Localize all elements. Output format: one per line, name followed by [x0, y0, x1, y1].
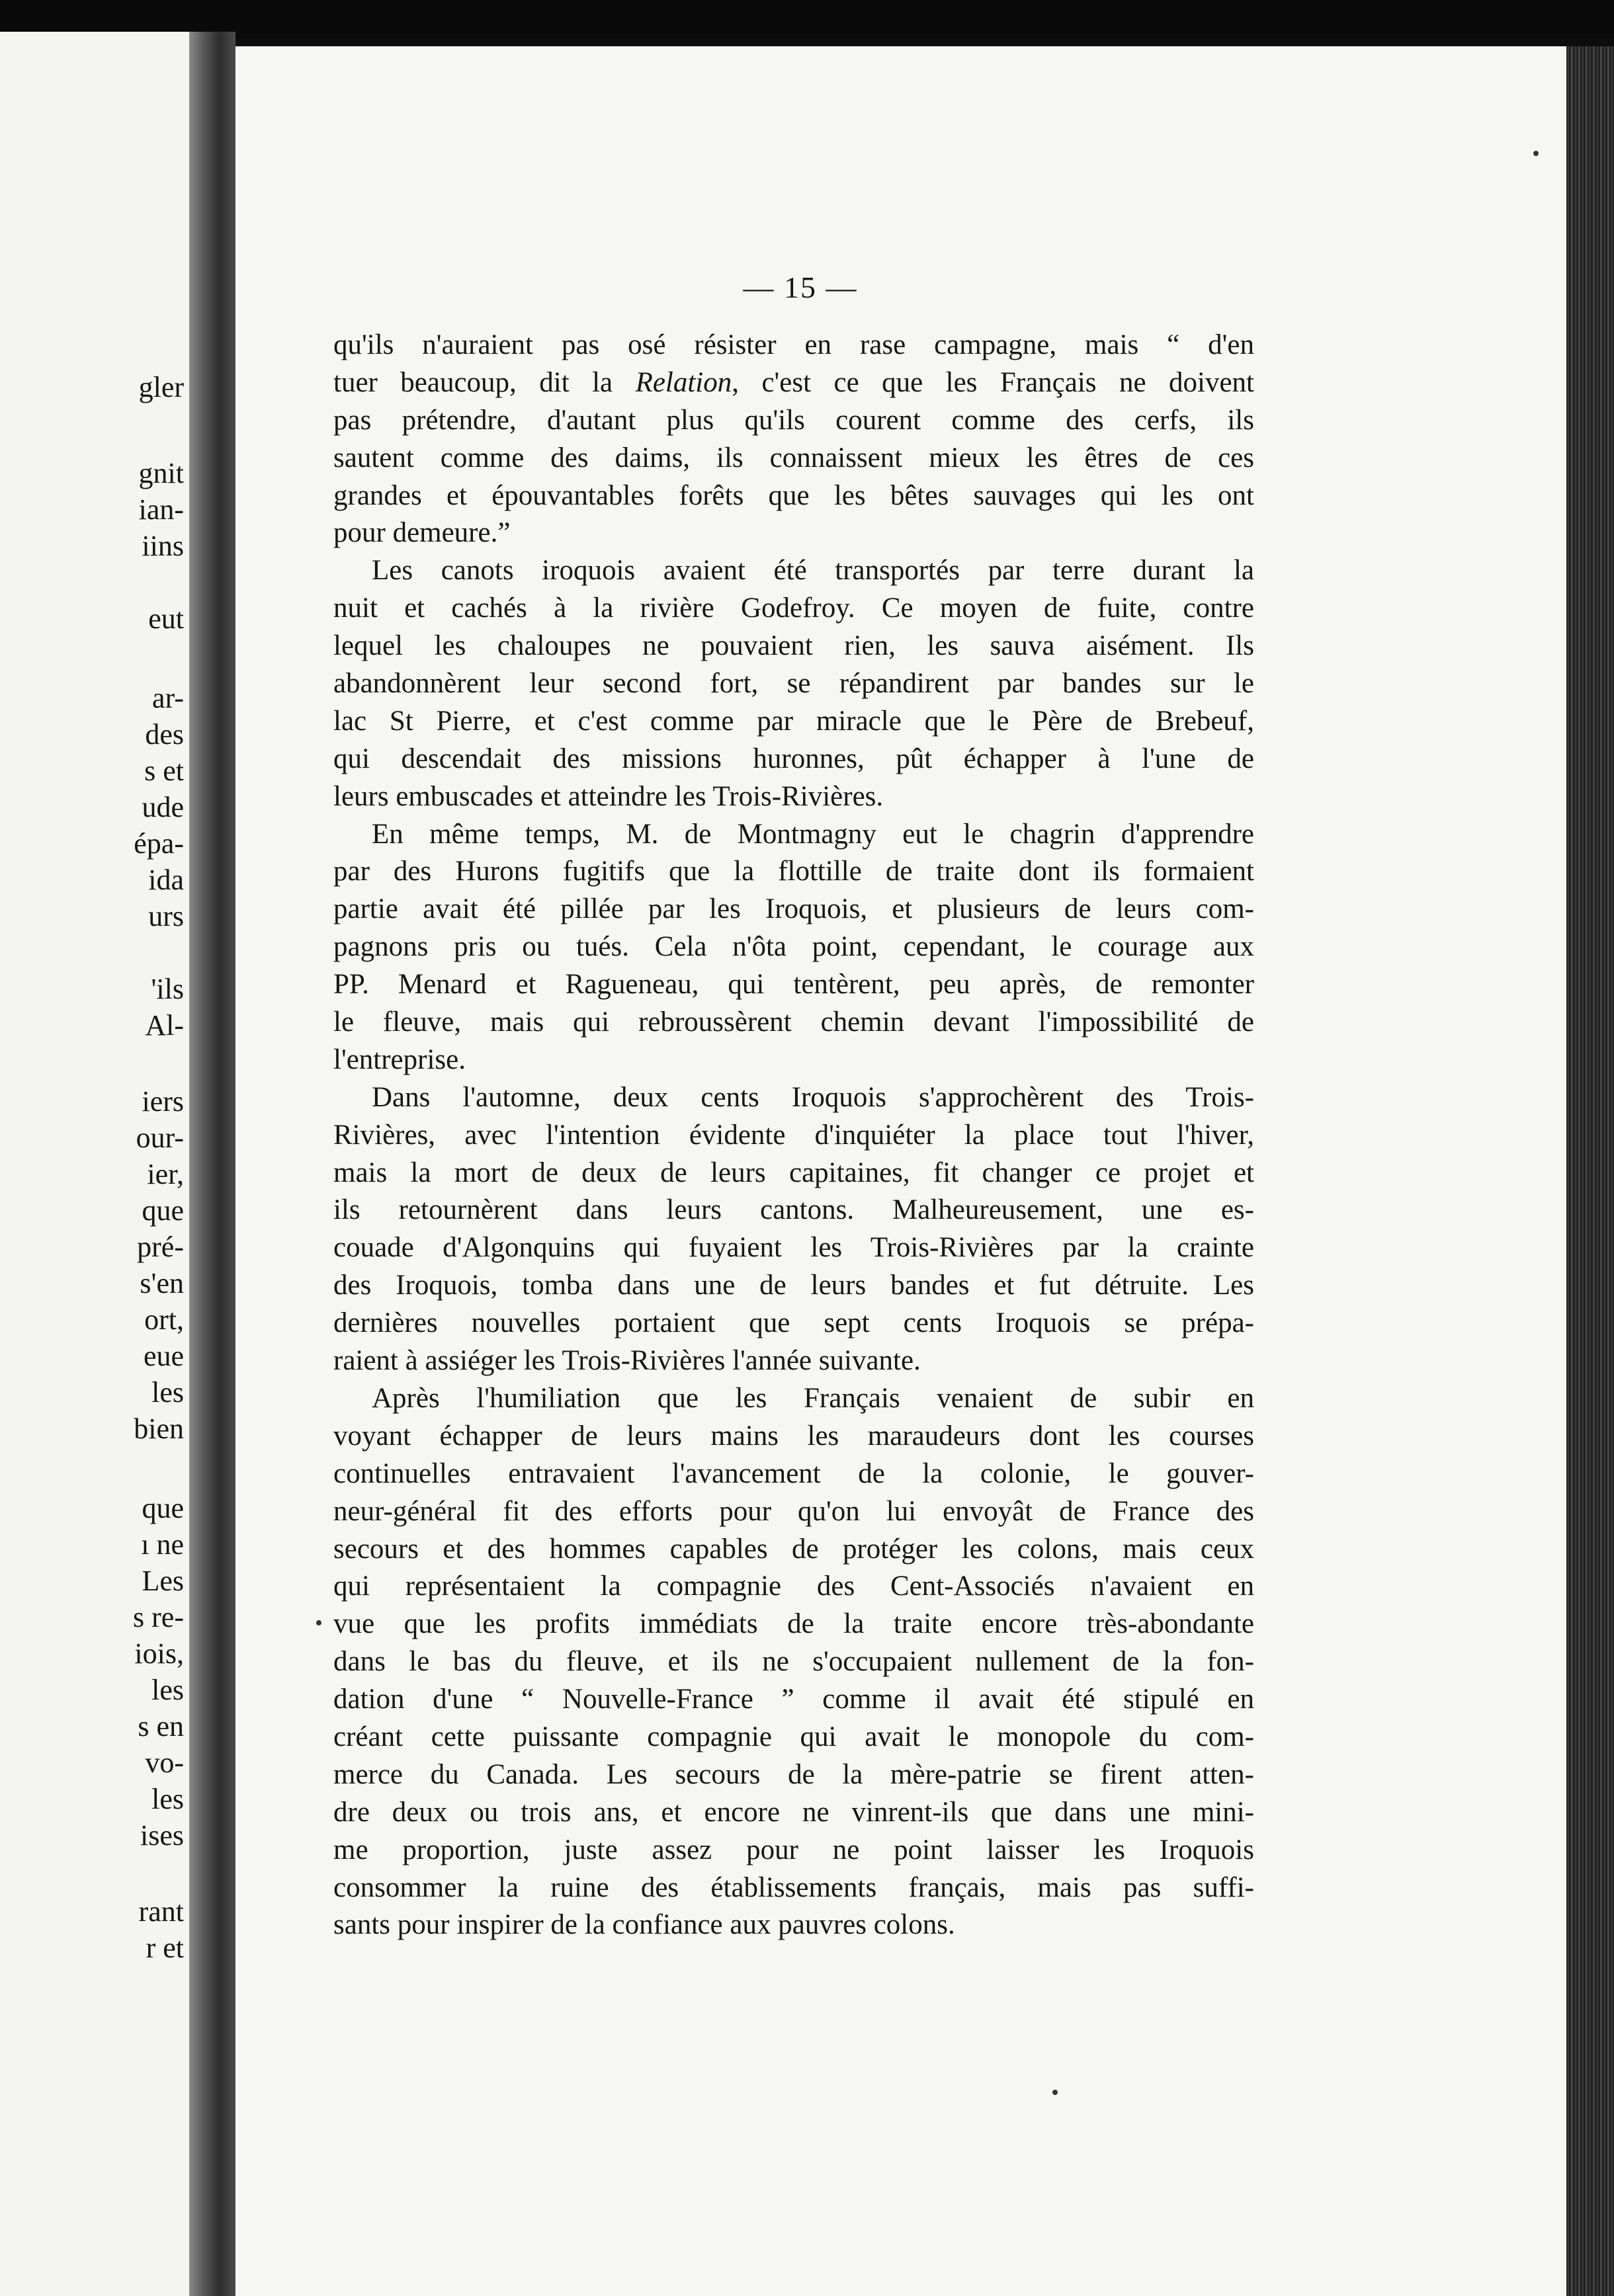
text-line: PP. Menard et Ragueneau, qui tentèrent, peu après, de remonter	[333, 969, 1254, 1001]
left-page-fragment: urs	[148, 900, 184, 932]
text-line: me proportion, juste assez pour ne point laisser les Iroquois	[333, 1834, 1254, 1866]
left-page-fragment: gnit	[138, 457, 184, 489]
left-page-fragment: s re-	[133, 1601, 184, 1633]
page-edges	[1566, 46, 1614, 2296]
left-page-fragment: s et	[144, 755, 184, 787]
text-line: qui représentaient la compagnie des Cent-Associés n'avaient en	[333, 1571, 1254, 1602]
text-line: dation d'une “ Nouvelle-France ” comme il avait été stipulé en	[333, 1684, 1254, 1715]
left-page-fragment: s en	[138, 1710, 184, 1742]
left-page-fragment: eut	[148, 602, 184, 635]
text-line: ils retournèrent dans leurs cantons. Malheureusement, une es-	[333, 1194, 1254, 1226]
scanner-border-top	[0, 0, 1614, 38]
left-page-fragment: iers	[142, 1085, 184, 1118]
text-line: pas prétendre, d'autant plus qu'ils courent comme des cerfs, ils	[333, 404, 1254, 436]
text-line: lac St Pierre, et c'est comme par miracle que le Père de Brebeuf,	[333, 705, 1254, 737]
left-page-fragment: 'ils	[151, 973, 184, 1005]
left-page-fragment: our-	[136, 1122, 184, 1154]
left-page-fragment: r et	[146, 1932, 184, 1964]
left-page-fragment: s'en	[140, 1267, 184, 1299]
left-page-fragment: épa-	[134, 827, 184, 860]
left-page-fragment: ort,	[144, 1303, 184, 1336]
text-line: le fleuve, mais qui rebroussèrent chemin devant l'impossibilité de	[333, 1006, 1254, 1038]
left-page-fragment: rant	[138, 1895, 184, 1928]
scan-speck	[1533, 151, 1539, 156]
text-line: leurs embuscades et atteindre les Trois-Rivières.	[333, 780, 884, 812]
text-line: consommer la ruine des établissements français, mais pas suffi-	[333, 1871, 1254, 1903]
text-line: grandes et épouvantables forêts que les bêtes sauvages qui les ont	[333, 479, 1254, 511]
left-page-fragment: les	[151, 1376, 184, 1409]
text-line: dre deux ou trois ans, et encore ne vinrent-ils que dans une mini-	[333, 1796, 1254, 1828]
text-line: par des Hurons fugitifs que la flottille de traite dont ils formaient	[333, 856, 1254, 887]
text-line: lequel les chaloupes ne pouvaient rien, les sauva aisément. Ils	[333, 630, 1254, 662]
left-page-fragment: eue	[143, 1340, 184, 1372]
left-page-fragment: ude	[142, 791, 184, 823]
left-page-fragment: que	[142, 1492, 184, 1524]
left-page-fragment: que	[142, 1194, 184, 1227]
text-line: l'entreprise.	[333, 1044, 466, 1075]
text-line: qui descendait des missions huronnes, pût échapper à l'une de	[333, 743, 1254, 774]
text-line: qu'ils n'auraient pas osé résister en rase campagne, mais “ d'en	[333, 329, 1254, 360]
left-page-fragment: gler	[138, 371, 184, 403]
left-page-fragment: iois,	[134, 1637, 184, 1670]
left-page-fragment: Al-	[145, 1009, 184, 1042]
text-line: pour demeure.”	[333, 517, 511, 549]
left-page-fragment: des	[145, 718, 184, 751]
text-line: couade d'Algonquins qui fuyaient les Trois-Rivières par la crainte	[333, 1232, 1254, 1264]
text-line: sants pour inspirer de la confiance aux pauvres colons.	[333, 1909, 955, 1941]
text-line: mais la mort de deux de leurs capitaines, fit changer ce projet et	[333, 1157, 1254, 1188]
page-number: — 15 —	[743, 270, 858, 304]
left-page-fragment: les	[151, 1674, 184, 1706]
text-line: voyant échapper de leurs mains les maraudeurs dont les courses	[333, 1420, 1254, 1452]
left-page-fragment: ian-	[138, 493, 184, 526]
text-line: créant cette puissante compagnie qui avait le monopole du com-	[333, 1721, 1254, 1752]
book-gutter	[189, 32, 235, 2296]
left-page-fragment: pré-	[137, 1231, 184, 1263]
text-line: Dans l'automne, deux cents Iroquois s'approchèrent des Trois-	[372, 1081, 1254, 1113]
left-page-fragment: iins	[142, 530, 184, 562]
text-line: Les canots iroquois avaient été transportés par terre durant la	[372, 555, 1254, 587]
scan-speck	[1052, 2090, 1058, 2095]
text-line: secours et des hommes capables de protéger les colons, mais ceux	[333, 1533, 1254, 1565]
text-line: continuelles entravaient l'avancement de la colonie, le gouver-	[333, 1457, 1254, 1489]
text-line: merce du Canada. Les secours de la mère-patrie se firent atten-	[333, 1758, 1254, 1790]
left-page-fragment: ida	[148, 864, 184, 896]
text-line: En même temps, M. de Montmagny eut le chagrin d'apprendre	[372, 818, 1254, 850]
text-line: des Iroquois, tomba dans une de leurs bandes et fut détruite. Les	[333, 1270, 1254, 1301]
left-page-fragment: vo-	[145, 1746, 184, 1779]
text-line: pagnons pris ou tués. Cela n'ôta point, cependant, le courage aux	[333, 931, 1254, 963]
text-line: sautent comme des daims, ils connaissent mieux les êtres de ces	[333, 442, 1254, 473]
text-line: tuer beaucoup, dit la Relation, c'est ce que les Français ne doivent	[333, 366, 1254, 398]
left-page-fragment: les	[151, 1783, 184, 1815]
text-line: dernières nouvelles portaient que sept cents Iroquois se prépa-	[333, 1307, 1254, 1339]
text-line: Rivières, avec l'intention évidente d'inquiéter la place tout l'hiver,	[333, 1119, 1254, 1151]
text-line: nuit et cachés à la rivière Godefroy. Ce moyen de fuite, contre	[333, 593, 1254, 624]
text-line: vue que les profits immédiats de la traite encore très-abondante	[333, 1608, 1254, 1640]
body-text	[333, 327, 1254, 1944]
left-page-fragment: ar-	[152, 682, 184, 714]
text-line: neur-général fit des efforts pour qu'on lui envoyât de France des	[333, 1495, 1254, 1527]
left-page-fragment: ier,	[147, 1158, 184, 1190]
text-line: raient à assiéger les Trois-Rivières l'année suivante.	[333, 1345, 921, 1377]
left-page	[0, 32, 189, 2296]
scan-speck	[316, 1620, 321, 1625]
left-page-fragment: Les	[142, 1565, 184, 1597]
left-page-fragment: bien	[134, 1413, 184, 1445]
left-page-fragment: ı ne	[141, 1528, 184, 1561]
text-line: abandonnèrent leur second fort, se répandirent par bandes sur le	[333, 668, 1254, 700]
text-line: partie avait été pillée par les Iroquois, et plusieurs de leurs com-	[333, 893, 1254, 925]
left-page-fragment: ises	[140, 1819, 184, 1852]
text-line: Après l'humiliation que les Français venaient de subir en	[372, 1382, 1254, 1414]
text-line: dans le bas du fleuve, et ils ne s'occupaient nullement de la fon-	[333, 1646, 1254, 1678]
